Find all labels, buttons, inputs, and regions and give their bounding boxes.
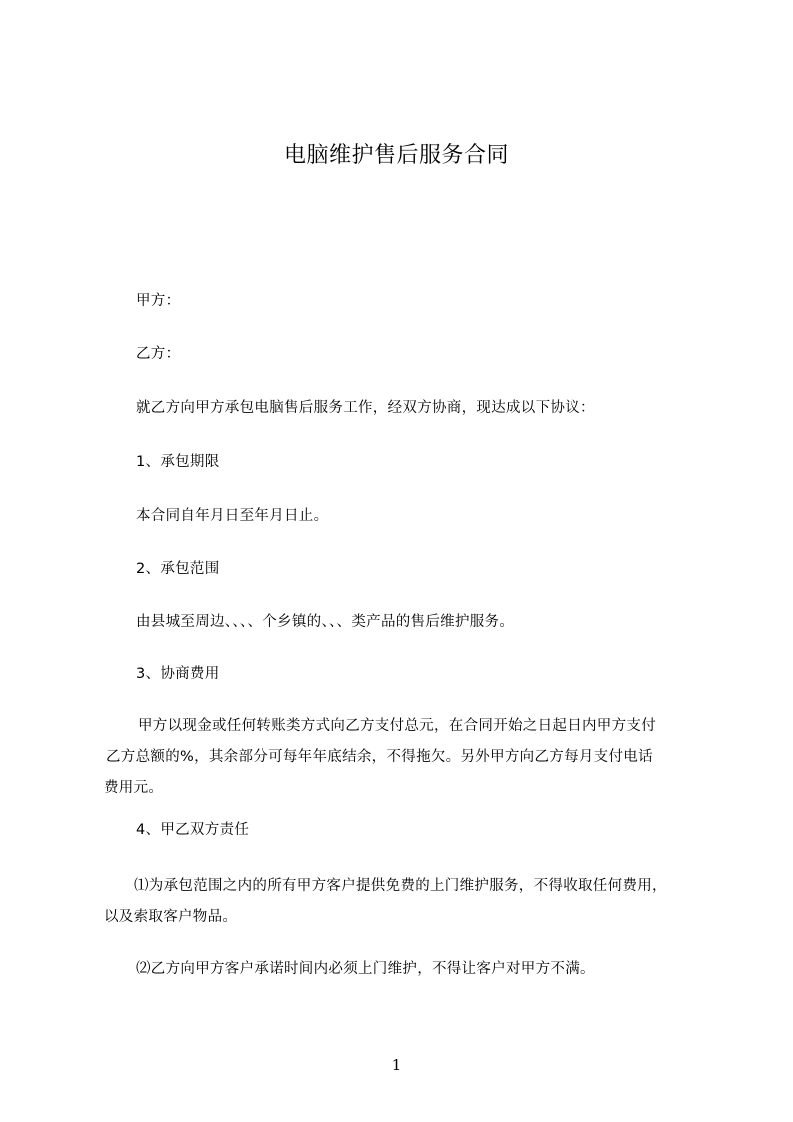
section-4-heading: 4、甲乙双方责任 [136,822,250,838]
intro-paragraph: 就乙方向甲方承包电脑售后服务工作，经双方协商，现达成以下协议： [136,400,595,416]
clause-2-text: ⑵乙方向甲方客户承诺时间内必须上门维护，不得让客户对甲方不满。 [136,961,595,977]
section-3-line: 甲方以现金或任何转账类方式向乙方支付总元，在合同开始之日起日内甲方支付 [138,718,656,734]
section-3-paragraph [104,711,704,804]
section-1-text: 本合同自年月日至年月日止。 [136,508,329,524]
section-2-text: 由县城至周边、、、、个乡镇的、、、类产品的售后维护服务。 [136,614,515,630]
clause-1-line: ⑴为承包范围之内的所有甲方客户提供免费的上门维护服务，不得收取任何费用， [134,878,667,894]
document-title: 电脑维护售后服务合同 [283,143,509,168]
page-number: 1 [391,1056,402,1074]
clause-1-line: 以及索取客户物品。 [104,909,238,925]
section-3-line: 乙方总额的%，其余部分可每年年底结余，不得拖欠。另外甲方向乙方每月支付电话 [106,749,653,765]
section-3-heading: 3、协商费用 [136,666,220,682]
section-2-heading: 2、承包范围 [136,561,220,577]
party-a-label: 甲方： [136,293,181,309]
section-3-line: 费用元。 [104,780,164,796]
section-1-heading: 1、承包期限 [136,454,220,470]
clause-1-paragraph [104,871,704,933]
party-b-label: 乙方： [136,346,181,362]
